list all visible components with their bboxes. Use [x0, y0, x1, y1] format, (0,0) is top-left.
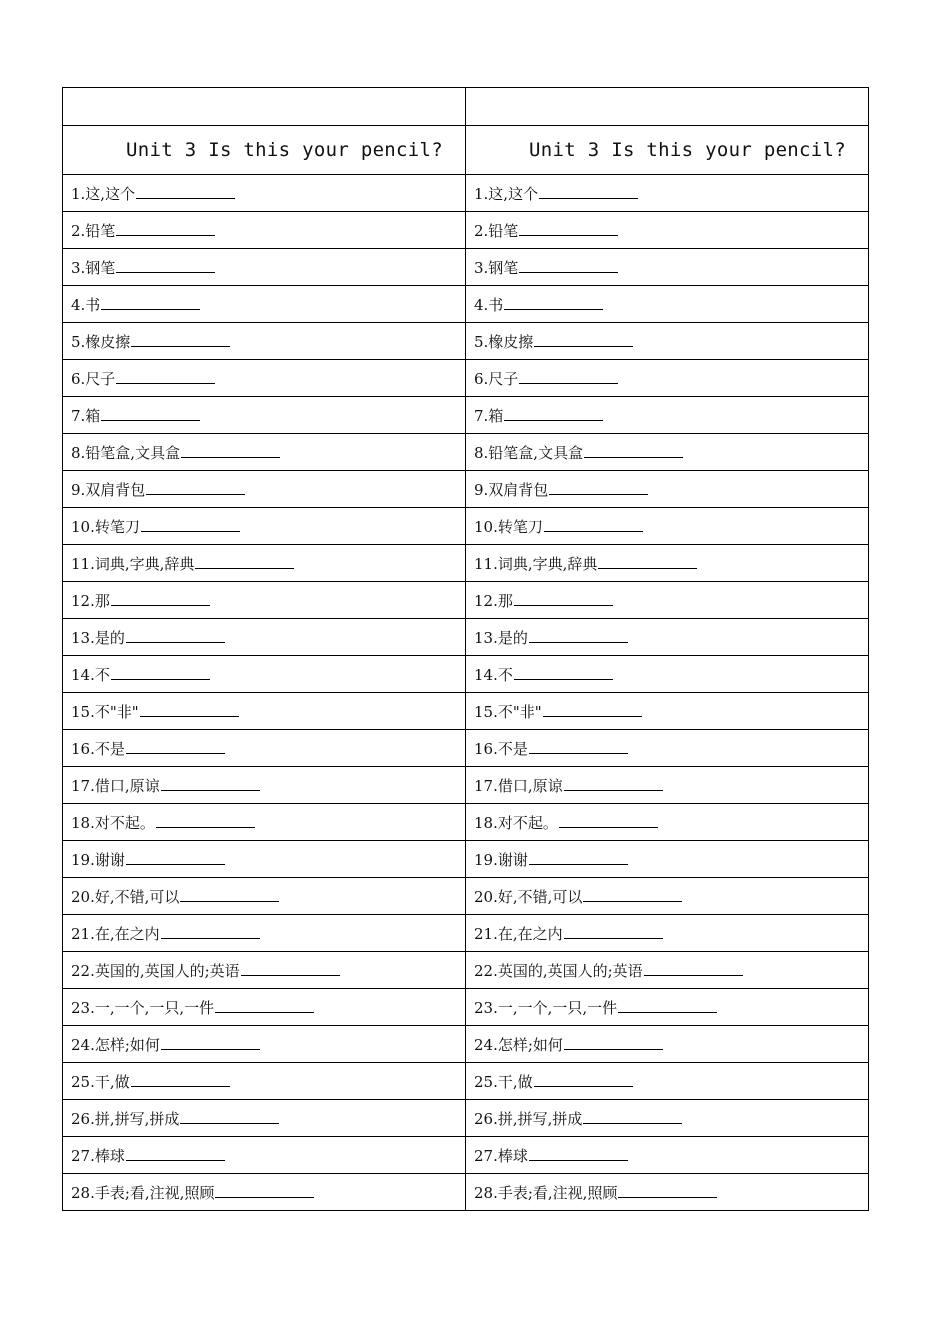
vocab-cell-left	[63, 1063, 466, 1100]
answer-blank[interactable]	[564, 778, 663, 791]
vocab-cell-right	[466, 508, 869, 545]
vocab-cell-left	[63, 360, 466, 397]
vocab-prompt: 11.词典,字典,辞典	[71, 554, 195, 573]
vocab-cell-right	[466, 249, 869, 286]
answer-blank[interactable]	[618, 1185, 717, 1198]
vocab-cell-left	[63, 1100, 466, 1137]
vocab-prompt: 17.借口,原谅	[71, 776, 160, 795]
blank-cell-left	[63, 88, 466, 126]
vocab-prompt: 13.是的	[71, 628, 125, 647]
vocab-cell-left	[63, 878, 466, 915]
answer-blank[interactable]	[514, 667, 613, 680]
vocab-cell-right	[466, 397, 869, 434]
vocab-row	[63, 878, 869, 915]
vocab-cell-right	[466, 286, 869, 323]
vocab-row	[63, 989, 869, 1026]
answer-blank[interactable]	[618, 1000, 717, 1013]
vocab-cell-left	[63, 915, 466, 952]
answer-blank[interactable]	[181, 445, 280, 458]
vocab-row	[63, 656, 869, 693]
answer-blank[interactable]	[504, 408, 603, 421]
vocab-prompt: 16.不是	[474, 739, 528, 758]
vocab-cell-left	[63, 730, 466, 767]
vocab-row	[63, 619, 869, 656]
vocab-row	[63, 915, 869, 952]
vocab-cell-left	[63, 545, 466, 582]
vocab-cell-right	[466, 730, 869, 767]
answer-blank[interactable]	[519, 223, 618, 236]
vocab-prompt: 10.转笔刀	[71, 517, 140, 536]
vocab-prompt: 2.铅笔	[71, 221, 116, 240]
vocab-prompt: 15.不"非"	[474, 702, 542, 721]
answer-blank[interactable]	[529, 1148, 628, 1161]
vocab-prompt: 7.箱	[71, 406, 101, 425]
vocab-cell-right	[466, 471, 869, 508]
vocab-prompt: 2.铅笔	[474, 221, 519, 240]
vocab-cell-left	[63, 286, 466, 323]
answer-blank[interactable]	[131, 1074, 230, 1087]
vocab-cell-left	[63, 693, 466, 730]
vocab-prompt: 16.不是	[71, 739, 125, 758]
vocab-row	[63, 360, 869, 397]
vocab-row	[63, 286, 869, 323]
vocab-cell-right	[466, 767, 869, 804]
vocab-row	[63, 730, 869, 767]
answer-blank[interactable]	[539, 186, 638, 199]
vocab-prompt: 21.在,在之内	[474, 924, 563, 943]
vocab-row	[63, 397, 869, 434]
answer-blank[interactable]	[111, 667, 210, 680]
vocab-cell-right	[466, 1063, 869, 1100]
vocab-cell-left	[63, 989, 466, 1026]
vocab-prompt: 24.怎样;如何	[71, 1035, 160, 1054]
blank-header-row	[63, 88, 869, 126]
vocab-cell-left	[63, 952, 466, 989]
vocab-prompt: 9.双肩背包	[474, 480, 549, 499]
answer-blank[interactable]	[564, 1037, 663, 1050]
vocab-prompt: 26.拼,拼写,拼成	[474, 1109, 583, 1128]
vocab-prompt: 9.双肩背包	[71, 480, 146, 499]
answer-blank[interactable]	[644, 963, 743, 976]
vocab-prompt: 4.书	[474, 295, 504, 314]
vocab-cell-left	[63, 656, 466, 693]
vocab-row	[63, 767, 869, 804]
vocab-row	[63, 1137, 869, 1174]
vocab-prompt: 12.那	[474, 591, 513, 610]
vocab-cell-right	[466, 1137, 869, 1174]
vocab-row	[63, 1174, 869, 1211]
vocab-cell-right	[466, 841, 869, 878]
answer-blank[interactable]	[126, 1148, 225, 1161]
vocab-cell-left	[63, 767, 466, 804]
vocab-row	[63, 323, 869, 360]
vocab-cell-right	[466, 1174, 869, 1211]
vocab-cell-left	[63, 841, 466, 878]
answer-blank[interactable]	[101, 408, 200, 421]
vocab-cell-left	[63, 471, 466, 508]
vocab-prompt: 17.借口,原谅	[474, 776, 563, 795]
vocabulary-worksheet-table	[62, 87, 869, 1211]
answer-blank[interactable]	[584, 445, 683, 458]
vocab-cell-left	[63, 1174, 466, 1211]
answer-blank[interactable]	[156, 815, 255, 828]
unit-title-left: Unit 3 Is this your pencil?	[63, 126, 466, 175]
unit-title-right: Unit 3 Is this your pencil?	[466, 126, 869, 175]
answer-blank[interactable]	[126, 852, 225, 865]
vocab-prompt: 14.不	[474, 665, 513, 684]
vocab-cell-right	[466, 878, 869, 915]
answer-blank[interactable]	[116, 260, 215, 273]
vocab-cell-left	[63, 323, 466, 360]
answer-blank[interactable]	[583, 889, 682, 902]
answer-blank[interactable]	[544, 519, 643, 532]
vocab-prompt: 15.不"非"	[71, 702, 139, 721]
answer-blank[interactable]	[519, 260, 618, 273]
answer-blank[interactable]	[514, 593, 613, 606]
vocab-row	[63, 1026, 869, 1063]
answer-blank[interactable]	[529, 741, 628, 754]
vocab-cell-right	[466, 1026, 869, 1063]
vocab-prompt: 11.词典,字典,辞典	[474, 554, 598, 573]
vocab-prompt: 5.橡皮擦	[71, 332, 131, 351]
vocab-cell-left	[63, 582, 466, 619]
answer-blank[interactable]	[559, 815, 658, 828]
vocab-cell-right	[466, 693, 869, 730]
vocab-prompt: 25.干,做	[71, 1072, 130, 1091]
vocab-prompt: 20.好,不错,可以	[474, 887, 583, 906]
vocab-prompt: 6.尺子	[71, 369, 116, 388]
vocab-row	[63, 434, 869, 471]
vocab-cell-right	[466, 804, 869, 841]
vocab-cell-left	[63, 508, 466, 545]
vocab-prompt: 4.书	[71, 295, 101, 314]
vocab-prompt: 12.那	[71, 591, 110, 610]
answer-blank[interactable]	[529, 852, 628, 865]
vocab-prompt: 14.不	[71, 665, 110, 684]
vocab-prompt: 1.这,这个	[474, 184, 539, 203]
vocab-row	[63, 693, 869, 730]
answer-blank[interactable]	[504, 297, 603, 310]
answer-blank[interactable]	[111, 593, 210, 606]
answer-blank[interactable]	[519, 371, 618, 384]
answer-blank[interactable]	[529, 630, 628, 643]
vocab-cell-left	[63, 175, 466, 212]
answer-blank[interactable]	[126, 741, 225, 754]
vocab-prompt: 3.钢笔	[71, 258, 116, 277]
answer-blank[interactable]	[140, 704, 239, 717]
vocab-cell-right	[466, 323, 869, 360]
answer-blank[interactable]	[126, 630, 225, 643]
vocab-prompt: 8.铅笔盒,文具盒	[71, 443, 181, 462]
vocab-row	[63, 804, 869, 841]
answer-blank[interactable]	[116, 371, 215, 384]
vocab-cell-right	[466, 989, 869, 1026]
answer-blank[interactable]	[141, 519, 240, 532]
vocab-prompt: 24.怎样;如何	[474, 1035, 563, 1054]
vocab-prompt: 22.英国的,英国人的;英语	[474, 961, 643, 980]
vocab-prompt: 23.一,一个,一只,一件	[474, 998, 618, 1017]
vocab-prompt: 5.橡皮擦	[474, 332, 534, 351]
answer-blank[interactable]	[101, 297, 200, 310]
vocab-cell-left	[63, 1026, 466, 1063]
vocab-cell-left	[63, 1137, 466, 1174]
answer-blank[interactable]	[180, 889, 279, 902]
unit-title-row	[63, 126, 869, 175]
vocab-prompt: 1.这,这个	[71, 184, 136, 203]
answer-blank[interactable]	[543, 704, 642, 717]
vocab-row	[63, 212, 869, 249]
vocab-row	[63, 952, 869, 989]
vocab-cell-right	[466, 212, 869, 249]
vocab-prompt: 6.尺子	[474, 369, 519, 388]
answer-blank[interactable]	[136, 186, 235, 199]
answer-blank[interactable]	[116, 223, 215, 236]
answer-blank[interactable]	[195, 556, 294, 569]
vocab-cell-left	[63, 249, 466, 286]
vocab-cell-right	[466, 360, 869, 397]
vocab-cell-right	[466, 619, 869, 656]
vocab-row	[63, 545, 869, 582]
vocab-prompt: 27.棒球	[474, 1146, 528, 1165]
vocab-cell-right	[466, 952, 869, 989]
answer-blank[interactable]	[161, 1037, 260, 1050]
vocab-row	[63, 1100, 869, 1137]
vocab-prompt: 8.铅笔盒,文具盒	[474, 443, 584, 462]
vocab-prompt: 23.一,一个,一只,一件	[71, 998, 215, 1017]
answer-blank[interactable]	[161, 926, 260, 939]
vocab-prompt: 25.干,做	[474, 1072, 533, 1091]
answer-blank[interactable]	[534, 334, 633, 347]
vocab-row	[63, 508, 869, 545]
vocab-cell-right	[466, 434, 869, 471]
vocab-cell-left	[63, 434, 466, 471]
blank-cell-right	[466, 88, 869, 126]
answer-blank[interactable]	[131, 334, 230, 347]
answer-blank[interactable]	[215, 1000, 314, 1013]
answer-blank[interactable]	[583, 1111, 682, 1124]
vocab-prompt: 18.对不起。	[71, 813, 155, 832]
vocab-cell-left	[63, 212, 466, 249]
vocab-prompt: 13.是的	[474, 628, 528, 647]
answer-blank[interactable]	[161, 778, 260, 791]
vocab-row	[63, 582, 869, 619]
vocab-prompt: 28.手表;看,注视,照顾	[474, 1183, 618, 1202]
vocab-cell-right	[466, 656, 869, 693]
vocab-prompt: 27.棒球	[71, 1146, 125, 1165]
answer-blank[interactable]	[180, 1111, 279, 1124]
answer-blank[interactable]	[534, 1074, 633, 1087]
vocab-prompt: 21.在,在之内	[71, 924, 160, 943]
vocab-prompt: 19.谢谢	[71, 850, 125, 869]
answer-blank[interactable]	[598, 556, 697, 569]
vocab-prompt: 3.钢笔	[474, 258, 519, 277]
answer-blank[interactable]	[215, 1185, 314, 1198]
vocab-row	[63, 841, 869, 878]
vocab-cell-right	[466, 582, 869, 619]
vocab-row	[63, 249, 869, 286]
vocab-prompt: 20.好,不错,可以	[71, 887, 180, 906]
vocab-cell-left	[63, 804, 466, 841]
vocab-cell-left	[63, 397, 466, 434]
vocab-row	[63, 175, 869, 212]
vocab-prompt: 26.拼,拼写,拼成	[71, 1109, 180, 1128]
vocab-prompt: 7.箱	[474, 406, 504, 425]
vocab-prompt: 19.谢谢	[474, 850, 528, 869]
answer-blank[interactable]	[549, 482, 648, 495]
vocab-cell-right	[466, 915, 869, 952]
vocab-row	[63, 1063, 869, 1100]
vocab-cell-right	[466, 545, 869, 582]
answer-blank[interactable]	[241, 963, 340, 976]
vocab-row	[63, 471, 869, 508]
vocab-cell-right	[466, 1100, 869, 1137]
vocab-cell-right	[466, 175, 869, 212]
answer-blank[interactable]	[146, 482, 245, 495]
vocab-cell-left	[63, 619, 466, 656]
vocab-prompt: 28.手表;看,注视,照顾	[71, 1183, 215, 1202]
vocab-prompt: 18.对不起。	[474, 813, 558, 832]
vocab-prompt: 22.英国的,英国人的;英语	[71, 961, 240, 980]
answer-blank[interactable]	[564, 926, 663, 939]
vocab-prompt: 10.转笔刀	[474, 517, 543, 536]
